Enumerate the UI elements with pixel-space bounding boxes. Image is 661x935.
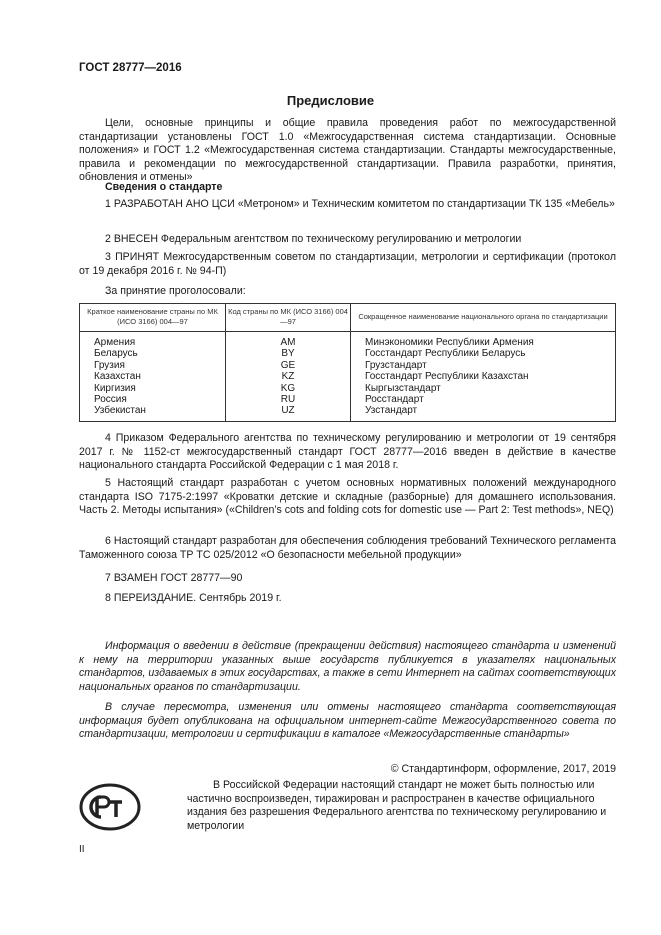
country-name: Узбекистан [80,405,226,421]
table-row [80,371,616,382]
country-code: BY [226,348,351,359]
standards-body: Росстандарт [351,394,616,405]
info-note-revision: В случае пересмотра, изменения или отмены настоящего стандарта соответствующая информация будет опубликована на официальном интернет-сайте Межгосударственного совета по стандартизации, метрологии и сертификации в каталоге «Межгосударственные стандарты» [79,701,616,741]
info-note-introduction: Информация о введении в действие (прекращении действия) настоящего стандарта и изменений к нему на территории указанных выше государств публикуется в указателях национальных стандартов, издаваемых в этих государствах, а также в сети Интернет на сайтах соответствующих национальных органов по стандартизации. [79,640,616,693]
standards-body: Госстандарт Республики Казахстан [351,371,616,382]
table-header-code: Код страны по МК (ИСО 3166) 004—97 [226,304,351,332]
country-name: Россия [80,394,226,405]
item-4: 4 Приказом Федерального агентства по техническому регулированию и метрологии от 19 сентября 2017 г. № 1152-ст межгосударственный стандарт ГОСТ 28777—2016 введен в действие в качестве национального стандарта Российской Федерации с 1 мая 2018 г. [79,432,616,472]
table-row [80,405,616,421]
page-title: Предисловие [286,93,375,108]
country-name: Беларусь [80,348,226,359]
table-row [80,332,616,349]
standards-body: Узстандарт [351,405,616,421]
table-row [80,394,616,405]
country-name: Армения [80,332,226,349]
table-row [80,360,616,371]
country-code: UZ [226,405,351,421]
item-3: 3 ПРИНЯТ Межгосударственным советом по стандартизации, метрологии и сертификации (протокол от 19 декабря 2016 г. № 94-П) [79,251,616,277]
standards-body: Грузстандарт [351,360,616,371]
table-row [80,348,616,359]
copyright-line: © Стандартинформ, оформление, 2017, 2019 [390,763,616,775]
country-code: KG [226,383,351,394]
country-code: KZ [226,371,351,382]
country-name: Киргизия [80,383,226,394]
item-7: 7 ВЗАМЕН ГОСТ 28777—90 [105,572,243,584]
item-2: 2 ВНЕСЕН Федеральным агентством по техническому регулированию и метрологии [105,233,522,245]
voting-table [79,303,616,422]
table-header-country: Краткое наименование страны по МК (ИСО 3166) 004—97 [80,304,226,332]
item-8: 8 ПЕРЕИЗДАНИЕ. Сентябрь 2019 г. [105,592,282,604]
country-code: AM [226,332,351,349]
rights-notice: В Российской Федерации настоящий стандарт не может быть полностью или частично воспроизведен, тиражирован и распространен в качестве официального издания без разрешения Федерального агентства по техническому регулированию и метрологии [187,779,607,832]
document-header: ГОСТ 28777—2016 [79,62,182,74]
country-code: RU [226,394,351,405]
item-6: 6 Настоящий стандарт разработан для обеспечения соблюдения требований Технического регламента Таможенного союза ТР ТС 025/2012 «О безопасности мебельной продукции» [79,535,616,561]
page-number: II [79,844,85,855]
standards-body: Минэкономики Республики Армения [351,332,616,349]
country-name: Казахстан [80,371,226,382]
rst-logo [79,783,141,831]
standards-body: Госстандарт Республики Беларусь [351,348,616,359]
item-5: 5 Настоящий стандарт разработан с учетом основных нормативных положений международного стандарта ISO 7175-2:1997 «Кроватки детские и складные (разборные) для домашнего использования. Часть 2. Методы испытания» («Children’s cots and folding cots for domestic use — Part 2: Test methods», NEQ) [79,477,616,517]
country-name: Грузия [80,360,226,371]
intro-paragraph: Цели, основные принципы и общие правила проведения работ по межгосударственной стандартизации установлены ГОСТ 1.0 «Межгосударственная система стандартизации. Основные положения» и ГОСТ 1.2 «Межгосударственная система стандартизации. Стандарты межгосударственные, правила и рекомендации по межгосударственной стандартизации. Правила разработки, принятия, обновления и отмены» [79,117,616,184]
table-row [80,383,616,394]
section-subhead: Сведения о стандарте [105,181,223,193]
table-header-body: Сокращенное наименование национального органа по стандартизации [351,304,616,332]
voted-label: За принятие проголосовали: [105,285,246,297]
item-1: 1 РАЗРАБОТАН АНО ЦСИ «Метроном» и Техническим комитетом по стандартизации ТК 135 «Мебель» [105,198,615,210]
country-code: GE [226,360,351,371]
standards-body: Кыргызстандарт [351,383,616,394]
